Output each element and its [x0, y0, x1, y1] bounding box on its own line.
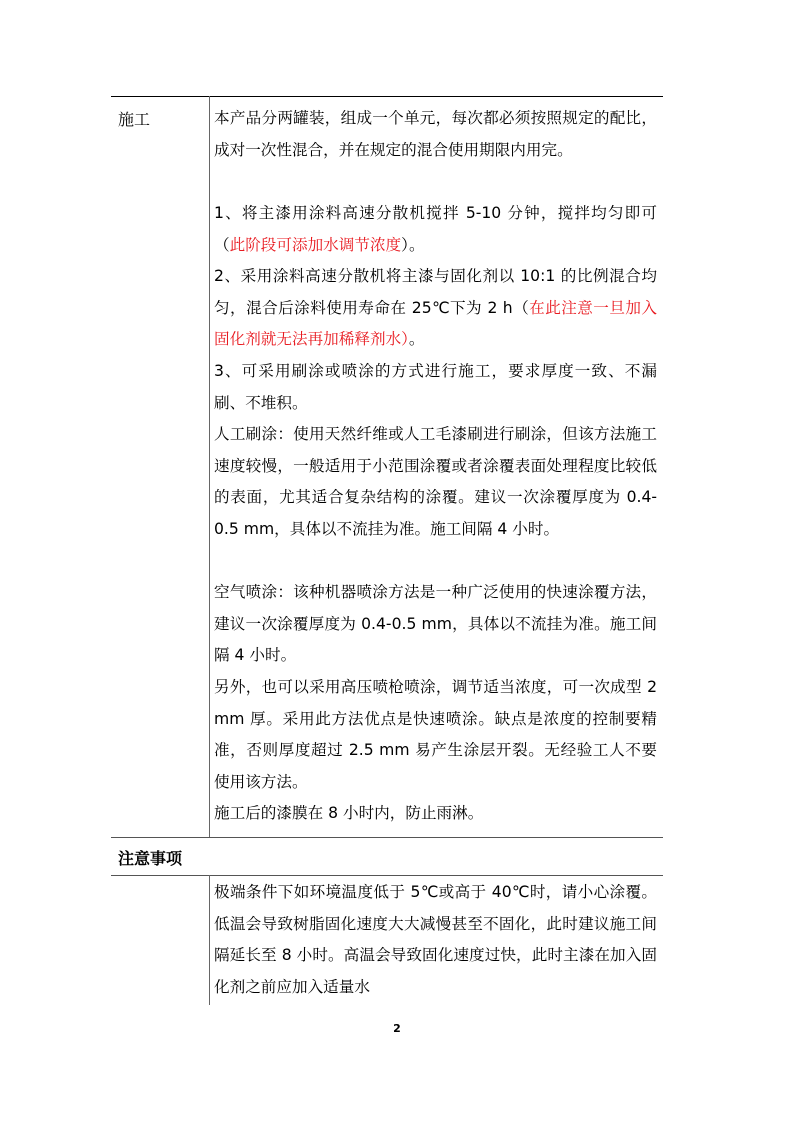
notes-bottom-rule [111, 875, 663, 876]
paragraph-air-spraying: 空气喷涂：该种机器喷涂方法是一种广泛使用的快速涂覆方法，建议一次涂覆厚度为 0.4-0.5 mm，具体以不流挂为准。施工间隔 4 小时。 [214, 583, 657, 665]
paragraph-step-2: 2、采用涂料高速分散机将主漆与固化剂以 10:1 的比例混合均匀，混合后涂料使用寿命在 25℃下为 2 h（在此注意一旦加入固化剂就无法再加稀释剂水）。 [214, 267, 657, 349]
page-number: 2 [393, 1022, 401, 1035]
notes-column-divider [209, 875, 210, 1005]
section-label-construction: 施工 [118, 110, 151, 129]
section-label-notes: 注意事项 [118, 849, 183, 868]
paragraph-after-construction: 施工后的漆膜在 8 小时内，防止雨淋。 [214, 804, 484, 822]
step-1-highlight: 此阶段可添加水调节浓度 [229, 235, 402, 254]
paragraph-step-3: 3、可采用刷涂或喷涂的方式进行施工，要求厚度一致、不漏刷、不堆积。 [214, 362, 657, 412]
column-divider [209, 96, 210, 837]
paragraph-brush-coating: 人工刷涂：使用天然纤维或人工毛漆刷进行刷涂，但该方法施工速度较慢，一般适用于小范围涂覆或者涂覆表面处理程度比较低的表面，尤其适合复杂结构的涂覆。建议一次涂覆厚度为 0.4-0.5 mm，具体以不流挂为准。施工间隔 4 小时。 [214, 425, 657, 538]
notes-top-rule [111, 837, 663, 838]
step-2-highlight: 在此注意一旦加入固化剂就无法再加稀释剂水） [214, 298, 657, 349]
paragraph-intro: 本产品分两罐装，组成一个单元，每次都必须按照规定的配比，成对一次性混合，并在规定的混合使用期限内用完。 [214, 109, 657, 159]
paragraph-step-1: 1、将主漆用涂料高速分散机搅拌 5-10 分钟，搅拌均匀即可（此阶段可添加水调节浓度）。 [214, 204, 657, 254]
paragraph-high-pressure: 另外，也可以采用高压喷枪喷涂，调节适当浓度，可一次成型 2 mm 厚。采用此方法优点是快速喷涂。缺点是浓度的控制要精准，否则厚度超过 2.5 mm 易产生涂层开裂。无经验工人不要使用该方法。 [214, 678, 657, 791]
top-rule [111, 96, 663, 97]
paragraph-extreme-conditions: 极端条件下如环境温度低于 5℃或高于 40℃时，请小心涂覆。低温会导致树脂固化速度大大减慢甚至不固化，此时建议施工间隔延长至 8 小时。高温会导致固化速度过快，此时主漆在加入固化剂之前应加入适量水 [214, 883, 657, 996]
